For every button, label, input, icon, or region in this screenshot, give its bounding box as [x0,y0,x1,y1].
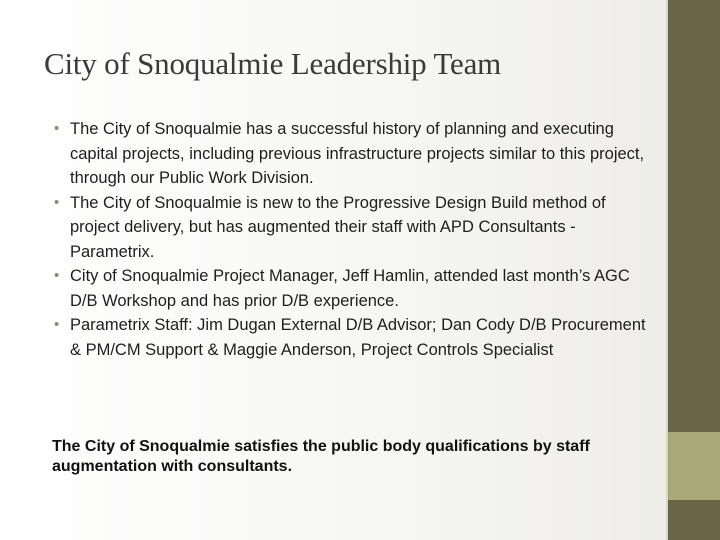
bullet-list [52,117,652,362]
bullet-text: Parametrix Staff: Jim Dugan External D/B Advisor; Dan Cody D/B Procurement & PM/CM Support & Maggie Anderson, Project Controls Specialist [70,316,646,359]
slide-title: City of Snoqualmie Leadership Team [44,46,502,81]
conclusion-text: The City of Snoqualmie satisfies the public body qualifications by staff augmentation with consultants. [52,438,590,475]
bullet-text: The City of Snoqualmie has a successful history of planning and executing capital projects, including previous infrastructure projects similar to this project, through our Public Work Division. [70,120,645,187]
bullet-icon: • [54,316,60,333]
bullet-item [52,191,652,265]
bullet-icon: • [54,193,60,211]
bullet-text: The City of Snoqualmie is new to the Progressive Design Build method of project delivery, but has augmented their staff with APD Consultants - Parametrix. [70,193,606,261]
decorative-accent-block [668,432,720,500]
bullet-item [52,117,652,191]
bullet-item [52,264,652,313]
bullet-icon: • [54,267,60,284]
bullet-item [52,313,652,362]
bullet-icon: • [54,120,60,137]
bullet-text: City of Snoqualmie Project Manager, Jeff Hamlin, attended last month’s AGC D/B Workshop and has prior D/B experience. [70,267,630,310]
